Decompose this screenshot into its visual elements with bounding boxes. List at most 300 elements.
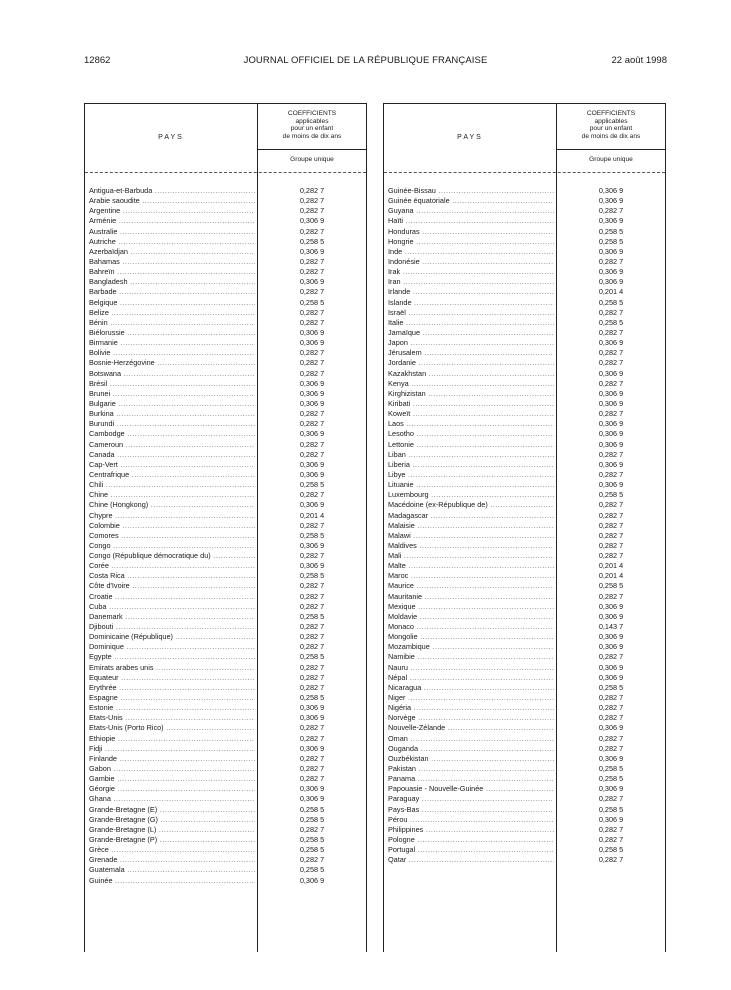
country-name: Grande-Bretagne (P) .....	[89, 835, 255, 845]
coefficient-value: 0,306 9	[598, 368, 624, 378]
coefficient-value: 0,282 7	[299, 439, 325, 449]
table-row	[384, 440, 665, 450]
country-name: Indonésie .....	[388, 257, 554, 267]
table-row	[85, 328, 366, 338]
coefficient-value: 0,282 7	[598, 510, 624, 520]
table-row	[85, 298, 366, 308]
table-row	[384, 429, 665, 439]
coefficient-value: 0,306 9	[598, 429, 624, 439]
coefficient-value: 0,282 7	[299, 642, 325, 652]
table-body-right	[384, 186, 665, 865]
table-row	[384, 602, 665, 612]
table-row	[85, 460, 366, 470]
coefficient-value: 0,258 5	[299, 480, 325, 490]
country-name: Croatie .....	[89, 592, 255, 602]
coefficient-value: 0,282 7	[598, 469, 624, 479]
country-name: Estonie .....	[89, 703, 255, 713]
country-name: Italie .....	[388, 318, 554, 328]
country-name: Ouzbékistan .....	[388, 754, 554, 764]
coefficient-value: 0,282 7	[598, 693, 624, 703]
country-name: Gambie .....	[89, 774, 255, 784]
table-row	[384, 551, 665, 561]
table-row	[384, 500, 665, 510]
country-name: Honduras .....	[388, 227, 554, 237]
table-row	[85, 216, 366, 226]
country-name: Malaisie .....	[388, 521, 554, 531]
table-row	[85, 744, 366, 754]
table-row	[384, 490, 665, 500]
column-header-coefficients: COEFFICIENTS applicables pour un enfant de moins de dix ans	[282, 110, 342, 140]
table-row	[384, 673, 665, 683]
country-name: Bosnie-Herzégovine .....	[89, 358, 255, 368]
table-row	[85, 186, 366, 196]
table-row	[384, 805, 665, 815]
table-row	[384, 612, 665, 622]
coefficient-value: 0,306 9	[299, 277, 325, 287]
coefficient-value: 0,201 4	[598, 571, 624, 581]
coefficient-value: 0,282 7	[598, 835, 624, 844]
table-row	[85, 267, 366, 277]
table-row	[85, 734, 366, 744]
country-name: Grenade .....	[89, 855, 255, 865]
country-name: Pérou .....	[388, 815, 554, 825]
country-name: Grande-Bretagne (G) .....	[89, 815, 255, 825]
country-name: Arménie .....	[89, 216, 255, 226]
country-name: Luxembourg .....	[388, 490, 554, 500]
country-name: Guinée équatoriale .....	[388, 196, 554, 206]
table-row	[85, 318, 366, 328]
coefficient-value: 0,282 7	[299, 287, 325, 297]
country-name: Mali .....	[388, 551, 554, 561]
country-name: Brésil .....	[89, 379, 255, 389]
coefficient-value: 0,258 5	[598, 774, 624, 784]
table-row	[384, 845, 665, 855]
coefficient-value: 0,258 5	[299, 571, 325, 581]
country-name: Koweït .....	[388, 409, 554, 419]
coefficient-value: 0,258 5	[598, 226, 624, 236]
table-row	[384, 369, 665, 379]
coefficient-value: 0,258 5	[598, 682, 624, 692]
country-name: Comores .....	[89, 531, 255, 541]
coefficient-value: 0,258 5	[299, 865, 325, 875]
table-row	[85, 723, 366, 733]
table-row	[384, 237, 665, 247]
country-name: Burkina .....	[89, 409, 255, 419]
coefficient-value: 0,258 5	[598, 764, 624, 774]
country-name: Mexique .....	[388, 602, 554, 612]
country-name: Finlande .....	[89, 754, 255, 764]
country-name: Portugal .....	[388, 845, 554, 855]
table-row	[384, 247, 665, 257]
country-name: Biélorussie .....	[89, 328, 255, 338]
table-row	[384, 703, 665, 713]
coefficient-value: 0,282 7	[299, 256, 325, 266]
country-name: Irak .....	[388, 267, 554, 277]
coefficient-value: 0,306 9	[598, 267, 624, 277]
country-name: Japon .....	[388, 338, 554, 348]
coefficient-value: 0,282 7	[299, 186, 325, 195]
coefficient-value: 0,282 7	[598, 307, 624, 317]
table-row	[384, 592, 665, 602]
country-name: Chypre .....	[89, 511, 255, 521]
table-row	[384, 784, 665, 794]
coefficient-value: 0,306 9	[598, 419, 624, 429]
table-row	[384, 419, 665, 429]
table-row	[85, 835, 366, 845]
table-row	[85, 632, 366, 642]
coefficient-value: 0,282 7	[299, 733, 325, 743]
coefficient-value: 0,282 7	[299, 358, 325, 368]
country-name: Kazakhstan .....	[388, 369, 554, 379]
table-row	[384, 561, 665, 571]
country-name: Islande .....	[388, 298, 554, 308]
table-row	[85, 663, 366, 673]
coefficient-value: 0,282 7	[299, 682, 325, 692]
country-name: Bolivie .....	[89, 348, 255, 358]
table-row	[384, 227, 665, 237]
coefficient-value: 0,258 5	[299, 814, 325, 824]
coefficient-value: 0,306 9	[299, 388, 325, 398]
country-name: Cap-Vert .....	[89, 460, 255, 470]
table-row	[85, 764, 366, 774]
country-name: Kiribati .....	[388, 399, 554, 409]
country-name: Barbade .....	[89, 287, 255, 297]
coefficient-value: 0,306 9	[299, 713, 325, 723]
country-name: Emirats arabes unis .....	[89, 663, 255, 673]
coefficient-value: 0,306 9	[598, 186, 624, 195]
table-row	[85, 277, 366, 287]
country-name: Belize .....	[89, 308, 255, 318]
table-row	[85, 551, 366, 561]
country-name: Kirghizistan .....	[388, 389, 554, 399]
coefficient-value: 0,282 7	[598, 591, 624, 601]
country-name: Philippines .....	[388, 825, 554, 835]
table-row	[384, 541, 665, 551]
coefficient-value: 0,282 7	[299, 672, 325, 682]
table-row	[384, 734, 665, 744]
country-name: Macédoine (ex-République de) .....	[388, 500, 554, 510]
country-name: Laos .....	[388, 419, 554, 429]
coefficient-value: 0,282 7	[598, 520, 624, 530]
table-row	[384, 267, 665, 277]
table-row	[384, 794, 665, 804]
coefficient-value: 0,258 5	[299, 804, 325, 814]
country-name: Côte d'Ivoire .....	[89, 581, 255, 591]
coefficient-value: 0,282 7	[598, 358, 624, 368]
country-name: Libye .....	[388, 470, 554, 480]
country-name: Etats-Unis .....	[89, 713, 255, 723]
table-row	[85, 581, 366, 591]
country-name: Fidji .....	[89, 744, 255, 754]
country-name: Bénin .....	[89, 318, 255, 328]
table-row	[85, 379, 366, 389]
table-row	[384, 713, 665, 723]
country-name: Inde .....	[388, 247, 554, 257]
table-row	[384, 308, 665, 318]
table-row	[85, 531, 366, 541]
coefficient-value: 0,282 7	[299, 317, 325, 327]
coefficient-value: 0,143 7	[598, 622, 624, 632]
country-name: Mozambique .....	[388, 642, 554, 652]
coefficient-value: 0,282 7	[299, 449, 325, 459]
country-name: Haïti .....	[388, 216, 554, 226]
coefficient-value: 0,306 9	[598, 388, 624, 398]
coefficient-value: 0,258 5	[299, 835, 325, 844]
table-row	[384, 693, 665, 703]
coefficient-value: 0,306 9	[598, 601, 624, 611]
table-row	[85, 784, 366, 794]
table-row	[85, 561, 366, 571]
table-row	[384, 815, 665, 825]
column-subheader-group: Groupe unique	[589, 156, 633, 163]
country-name: Chili .....	[89, 480, 255, 490]
coefficient-value: 0,306 9	[299, 875, 325, 885]
coefficient-value: 0,306 9	[299, 540, 325, 550]
country-name: Guinée-Bissau .....	[388, 186, 554, 196]
coefficient-value: 0,282 7	[598, 327, 624, 337]
coefficient-value: 0,282 7	[598, 703, 624, 713]
coefficient-value: 0,306 9	[598, 611, 624, 621]
table-row	[85, 369, 366, 379]
table-row	[384, 511, 665, 521]
coefficient-value: 0,258 5	[299, 652, 325, 662]
coefficient-value: 0,282 7	[299, 368, 325, 378]
country-name: Birmanie .....	[89, 338, 255, 348]
country-name: Dominicaine (République) .....	[89, 632, 255, 642]
country-name: Lesotho .....	[388, 429, 554, 439]
country-name: Grande-Bretagne (E) .....	[89, 805, 255, 815]
table-row	[384, 389, 665, 399]
page-header	[0, 55, 731, 69]
country-name: Nouvelle-Zélande .....	[388, 723, 554, 733]
table-row	[85, 206, 366, 216]
table-row	[85, 389, 366, 399]
coefficient-value: 0,282 7	[299, 632, 325, 642]
country-name: Malte .....	[388, 561, 554, 571]
table-row	[384, 744, 665, 754]
coefficient-value: 0,282 7	[598, 743, 624, 753]
country-name: Mongolie .....	[388, 632, 554, 642]
table-row	[85, 612, 366, 622]
table-row	[85, 440, 366, 450]
coefficient-value: 0,282 7	[598, 206, 624, 216]
table-row	[85, 713, 366, 723]
coefficient-value: 0,201 4	[299, 510, 325, 520]
table-row	[85, 622, 366, 632]
country-name: Canada .....	[89, 450, 255, 460]
table-row	[384, 521, 665, 531]
table-row	[384, 622, 665, 632]
table-row	[384, 287, 665, 297]
coefficient-value: 0,282 7	[299, 409, 325, 419]
country-name: Panama .....	[388, 774, 554, 784]
table-row	[85, 409, 366, 419]
country-name: Djibouti .....	[89, 622, 255, 632]
coefficient-value: 0,282 7	[598, 256, 624, 266]
table-row	[384, 298, 665, 308]
country-name: Espagne .....	[89, 693, 255, 703]
coefficient-value: 0,282 7	[598, 733, 624, 743]
table-row	[384, 652, 665, 662]
table-row	[384, 196, 665, 206]
coefficient-value: 0,258 5	[299, 693, 325, 703]
coefficient-value: 0,282 7	[299, 591, 325, 601]
country-name: Israël .....	[388, 308, 554, 318]
country-name: Chine (Hongkong) .....	[89, 500, 255, 510]
table-row	[85, 429, 366, 439]
table-row	[384, 409, 665, 419]
country-name: Equateur .....	[89, 673, 255, 683]
country-name: Bahamas .....	[89, 257, 255, 267]
table-header	[85, 104, 366, 173]
country-name: Burundi .....	[89, 419, 255, 429]
table-row	[384, 257, 665, 267]
coefficient-value: 0,258 5	[299, 611, 325, 621]
coefficient-value: 0,282 7	[598, 551, 624, 561]
coefficient-value: 0,282 7	[299, 226, 325, 236]
table-row	[384, 825, 665, 835]
table-row	[384, 348, 665, 358]
coefficient-value: 0,306 9	[299, 561, 325, 571]
country-name: Dominique .....	[89, 642, 255, 652]
coefficient-value: 0,306 9	[598, 784, 624, 794]
country-name: Erythrée .....	[89, 683, 255, 693]
table-row	[384, 855, 665, 865]
coefficient-value: 0,258 5	[598, 581, 624, 591]
country-name: Argentine .....	[89, 206, 255, 216]
country-name: Namibie .....	[388, 652, 554, 662]
coefficient-value: 0,282 7	[299, 307, 325, 317]
country-name: Costa Rica .....	[89, 571, 255, 581]
country-name: Liban .....	[388, 450, 554, 460]
column-header-coefficients: COEFFICIENTS applicables pour un enfant de moins de dix ans	[581, 110, 641, 140]
coefficient-value: 0,306 9	[598, 246, 624, 256]
coefficient-value: 0,258 5	[299, 845, 325, 855]
table-row	[85, 805, 366, 815]
table-row	[85, 196, 366, 206]
table-row	[85, 774, 366, 784]
country-name: Norvège .....	[388, 713, 554, 723]
country-name: Maldives .....	[388, 541, 554, 551]
coefficient-value: 0,282 7	[598, 378, 624, 388]
table-row	[85, 652, 366, 662]
coefficient-value: 0,306 9	[299, 784, 325, 794]
country-name: Madagascar .....	[388, 511, 554, 521]
coefficient-value: 0,306 9	[598, 398, 624, 408]
table-row	[384, 683, 665, 693]
table-row	[85, 815, 366, 825]
country-name: Antigua-et-Barbuda .....	[89, 186, 255, 196]
country-name: Nigéria .....	[388, 703, 554, 713]
country-name: Moldavie .....	[388, 612, 554, 622]
coefficient-value: 0,306 9	[598, 338, 624, 348]
table-row	[85, 754, 366, 764]
page-number: 12862	[84, 55, 111, 66]
table-row	[384, 470, 665, 480]
table-row	[85, 571, 366, 581]
coefficient-value: 0,282 7	[299, 581, 325, 591]
country-name: Gabon .....	[89, 764, 255, 774]
country-name: Ethiopie .....	[89, 734, 255, 744]
table-row	[85, 287, 366, 297]
country-name: Ghana .....	[89, 794, 255, 804]
coefficient-value: 0,306 9	[598, 439, 624, 449]
table-row	[85, 602, 366, 612]
table-row	[85, 338, 366, 348]
table-row	[85, 693, 366, 703]
table-row	[384, 450, 665, 460]
coefficient-value: 0,282 7	[598, 500, 624, 510]
table-row	[384, 277, 665, 287]
country-name: Nauru .....	[388, 663, 554, 673]
coefficient-value: 0,282 7	[299, 490, 325, 500]
coefficient-value: 0,306 9	[598, 459, 624, 469]
country-name: Iran .....	[388, 277, 554, 287]
table-row	[85, 876, 366, 886]
coefficient-value: 0,282 7	[598, 794, 624, 804]
table-row	[85, 683, 366, 693]
country-name: Corée .....	[89, 561, 255, 571]
coefficient-value: 0,258 5	[598, 804, 624, 814]
table-row	[85, 845, 366, 855]
country-name: Liberia .....	[388, 460, 554, 470]
coefficient-value: 0,258 5	[598, 317, 624, 327]
coefficient-value: 0,258 5	[299, 530, 325, 540]
country-name: Pays-Bas .....	[388, 805, 554, 815]
coefficient-value: 0,282 7	[299, 753, 325, 763]
table-right	[383, 103, 666, 952]
country-name: Azerbaïdjan .....	[89, 247, 255, 257]
coefficient-value: 0,306 9	[598, 216, 624, 226]
table-row	[85, 865, 366, 875]
table-row	[384, 571, 665, 581]
coefficient-value: 0,306 9	[598, 632, 624, 642]
table-row	[384, 754, 665, 764]
country-name: Bangladesh .....	[89, 277, 255, 287]
country-name: Oman .....	[388, 734, 554, 744]
table-body-left	[85, 186, 366, 886]
coefficient-value: 0,282 7	[299, 774, 325, 784]
country-name: Monaco .....	[388, 622, 554, 632]
country-name: Egypte .....	[89, 652, 255, 662]
table-row	[384, 835, 665, 845]
table-row	[384, 338, 665, 348]
coefficient-value: 0,258 5	[598, 845, 624, 855]
country-name: Guinée .....	[89, 876, 255, 886]
table-row	[85, 521, 366, 531]
table-row	[384, 723, 665, 733]
table-row	[85, 308, 366, 318]
coefficient-value: 0,306 9	[598, 723, 624, 733]
country-name: Jamaïque .....	[388, 328, 554, 338]
table-row	[85, 399, 366, 409]
country-name: Lettonie .....	[388, 440, 554, 450]
coefficient-value: 0,201 4	[598, 561, 624, 571]
country-name: Pakistan .....	[388, 764, 554, 774]
table-row	[85, 470, 366, 480]
country-name: Nicaragua .....	[388, 683, 554, 693]
coefficient-value: 0,282 7	[598, 348, 624, 358]
coefficient-value: 0,258 5	[598, 297, 624, 307]
coefficient-value: 0,282 7	[598, 652, 624, 662]
coefficient-value: 0,306 9	[598, 814, 624, 824]
country-name: Géorgie .....	[89, 784, 255, 794]
coefficient-value: 0,282 7	[299, 723, 325, 733]
coefficient-value: 0,282 7	[299, 622, 325, 632]
country-name: Mauritanie .....	[388, 592, 554, 602]
country-name: Brunei .....	[89, 389, 255, 399]
table-row	[384, 642, 665, 652]
